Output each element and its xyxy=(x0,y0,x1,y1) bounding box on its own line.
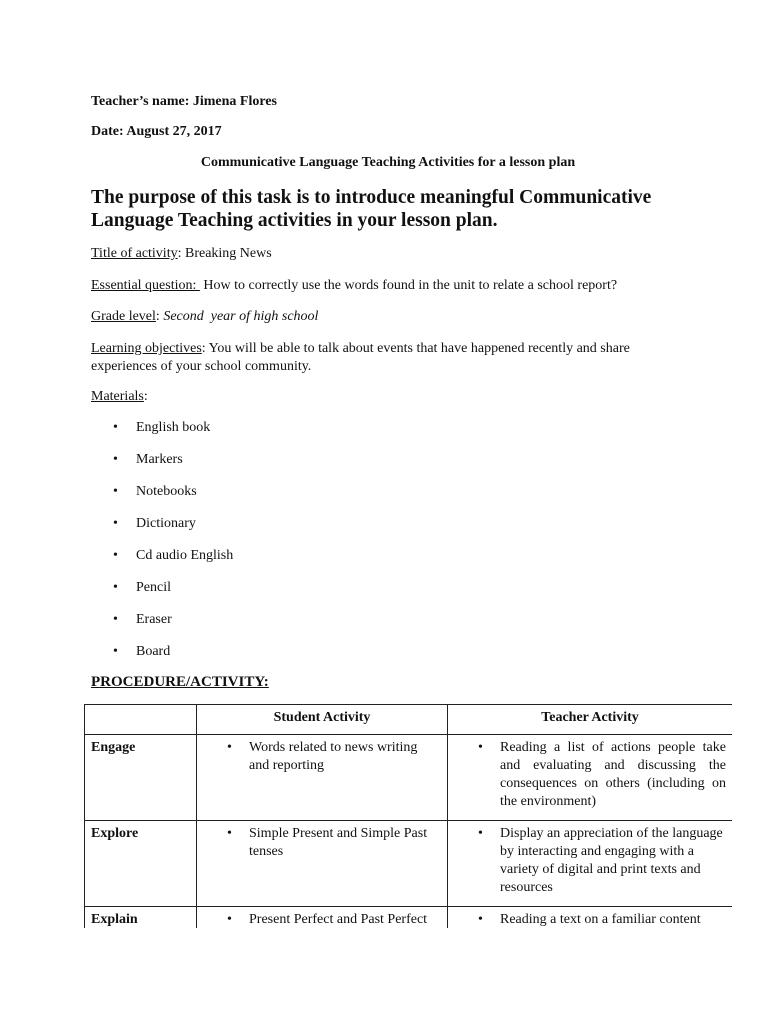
activity-table xyxy=(84,704,732,928)
student-cell: • Present Perfect and Past Perfect xyxy=(197,907,448,929)
grade-level-label: Grade level xyxy=(91,309,156,324)
bullet-icon: • xyxy=(113,548,118,563)
grade-level xyxy=(91,309,318,325)
date: Date: August 27, 2017 xyxy=(91,124,222,139)
learning-objectives-value: : You will be able to talk about events that have happened recently and share experiences of your school community. xyxy=(91,341,630,374)
document-title: Communicative Language Teaching Activities for a lesson plan xyxy=(200,155,576,170)
table-header-cell: Student Activity xyxy=(197,705,448,735)
list-item: • English book xyxy=(113,420,211,435)
activity-table-wrapper xyxy=(84,704,732,928)
bullet-icon: • xyxy=(113,484,118,499)
stage-cell: Explore xyxy=(85,821,197,907)
list-item: • Eraser xyxy=(113,612,172,627)
table-header-cell xyxy=(85,705,197,735)
procedure-heading: PROCEDURE/ACTIVITY: xyxy=(91,674,269,690)
bullet-icon: • xyxy=(227,826,232,841)
list-item: • Dictionary xyxy=(113,516,196,531)
essential-question xyxy=(91,278,617,294)
materials-sep: : xyxy=(143,389,148,404)
bullet-icon: • xyxy=(478,826,483,841)
bullet-icon: • xyxy=(227,912,232,927)
essential-question-label: Essential question: xyxy=(91,278,200,293)
title-of-activity-value: : Breaking News xyxy=(177,246,272,261)
table-header-row xyxy=(85,705,733,735)
bullet-icon: • xyxy=(478,912,483,927)
essential-question-value: How to correctly use the words found in the unit to relate a school report? xyxy=(199,278,618,293)
table-row xyxy=(85,821,733,907)
bullet-icon: • xyxy=(113,580,118,595)
list-item: • Notebooks xyxy=(113,484,197,499)
student-cell: • Simple Present and Simple Past tenses xyxy=(197,821,448,907)
learning-objectives-label: Learning objectives xyxy=(91,341,202,356)
table-header-cell: Teacher Activity xyxy=(448,705,733,735)
list-item: • Markers xyxy=(113,452,183,467)
bullet-icon: • xyxy=(478,740,483,755)
table-row xyxy=(85,907,733,929)
list-item: • Pencil xyxy=(113,580,171,595)
title-of-activity-label: Title of activity xyxy=(91,246,178,261)
teacher-cell: • Display an appreciation of the language by interacting and engaging with a variety of digital and print texts and resources xyxy=(448,821,733,907)
teacher-cell: • Reading a list of actions people take and evaluating and discussing the consequences on others (including on the environment) xyxy=(448,735,733,821)
bullet-icon: • xyxy=(113,644,118,659)
bullet-icon: • xyxy=(227,740,232,755)
stage-cell: Explain xyxy=(85,907,197,929)
grade-level-sep: : xyxy=(155,309,164,324)
title-of-activity xyxy=(91,246,272,262)
bullet-icon: • xyxy=(113,452,118,467)
purpose-statement: The purpose of this task is to introduce meaningful Communicative Language Teaching activities in your lesson plan. xyxy=(91,187,652,231)
teacher-name: Teacher’s name: Jimena Flores xyxy=(91,94,277,109)
student-cell: • Words related to news writing and reporting xyxy=(197,735,448,821)
materials-list xyxy=(112,419,233,675)
list-item: • Cd audio English xyxy=(113,548,234,563)
stage-cell: Engage xyxy=(85,735,197,821)
learning-objectives xyxy=(91,340,691,376)
list-item: • Board xyxy=(113,644,171,659)
bullet-icon: • xyxy=(113,420,118,435)
teacher-cell: • Reading a text on a familiar content xyxy=(448,907,733,929)
materials-heading xyxy=(91,389,148,405)
bullet-icon: • xyxy=(113,612,118,627)
materials-label: Materials xyxy=(91,389,144,404)
table-row xyxy=(85,735,733,821)
bullet-icon: • xyxy=(113,516,118,531)
grade-level-value: Second year of high school xyxy=(163,309,319,324)
